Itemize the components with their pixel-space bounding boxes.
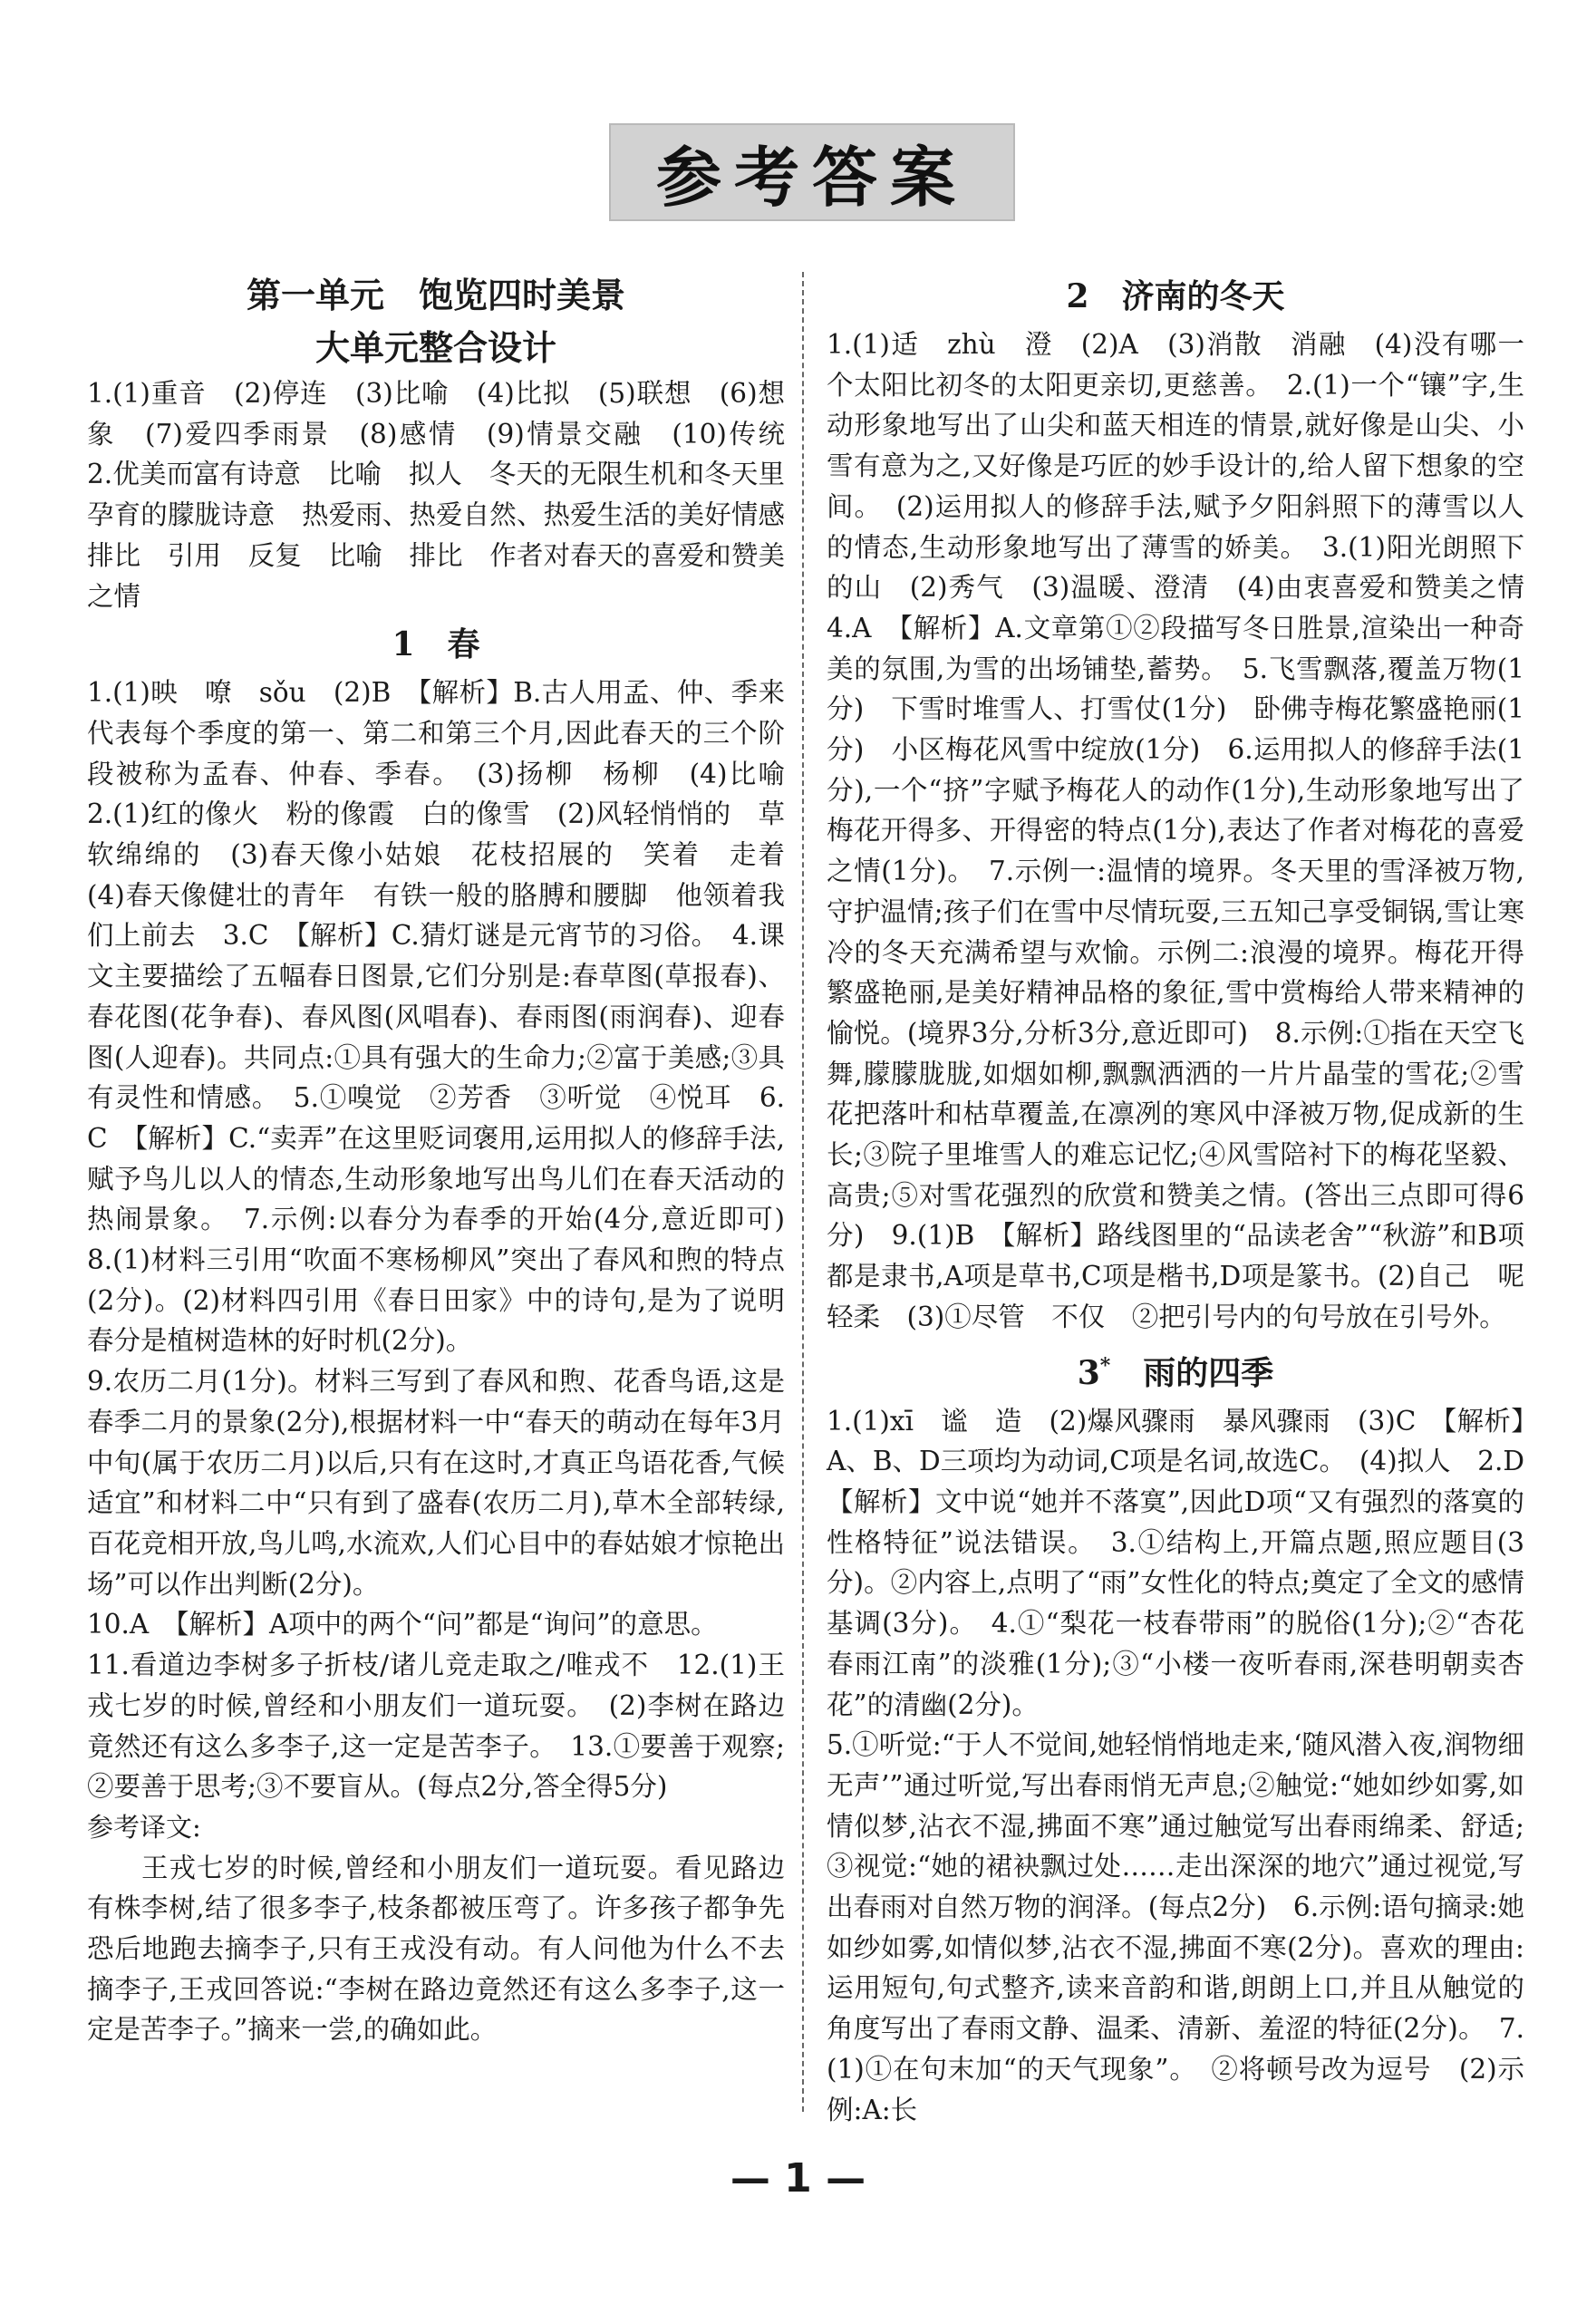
lesson-3-number: 3 [1077,1353,1100,1392]
translation-label: 参考译文: [87,1811,201,1843]
left-column [87,268,812,2050]
lesson-1-answers-q9: 9.农历二月(1分)。材料三写到了春风和煦、花香鸟语,这是春季二月的景象(2分),根据材料一中“春天的萌动在每年3月中旬(属于农历二月)以后,只有在这时,才真正鸟语花香,气候适宜”和材料二中“只有到了盛春(农历二月),草木全部转绿,百花竞相开放,鸟儿鸣,水流欢,人们心目中的春姑娘才惊艳出场”可以作出判断(2分)。 [87,1366,785,1600]
right-column [827,268,1552,2130]
lesson-1-answers: 1.(1)映 嘹 sǒu (2)B 【解析】B.古人用孟、仲、季来代表每个季度的第一、第二和第三个月,因此春天的三个阶段被称为孟春、仲春、季春。 (3)扬柳 杨柳 (4)比喻 2.(1)红的像火 粉的像霞 白的像雪 (2)风轻悄悄的 草软绵绵的 (3)春天像小姑娘 花枝招展的 笑着 走着 (4)春天像健壮的青年 有铁一般的胳膊和腰脚 他领着我们上前去 3.C 【解析】C.猜灯谜是元宵节的习俗。 4.课文主要描绘了五幅春日图景,它们分别是:春草图(草报春)、春花图(花争春)、春风图(风唱春)、春雨图(雨润春)、迎春图(人迎春)。共同点:①具有强大的生命力;②富于美感;③具有灵性和情感。 5.①嗅觉 ②芳香 ③听觉 ④悦耳 6.C 【解析】C.“卖弄”在这里贬词褒用,运用拟人的修辞手法,赋予鸟儿以人的情态,生动形象地写出鸟儿们在春天活动的热闹景象。 7.示例:以春分为春季的开始(4分,意近即可) 8.(1)材料三引用“吹面不寒杨柳风”突出了春风和煦的特点(2分)。(2)材料四引用《春日田家》中的诗句,是为了说明春分是植树造林的好时机(2分)。 [87,677,812,1357]
column-divider [802,272,804,2112]
lesson-1-answers-q10: 10.A 【解析】A项中的两个“问”都是“询问”的意思。 [87,1609,718,1640]
lesson-3-mark: * [1099,1353,1111,1378]
lesson-2-title: 2 济南的冬天 [1066,277,1285,315]
unit-title: 第一单元 饱览四时美景 [246,275,625,315]
unit-subtitle: 大单元整合设计 [314,327,556,368]
lesson-3-title [827,1338,1524,1401]
translation-text: 王戎七岁的时候,曾经和小朋友们一道玩耍。看见路边有株李树,结了很多李子,枝条都被压弯了。许多孩子都争先恐后地跑去摘李子,只有王戎没有动。有人问他为什么不去摘李子,王戎回答说:“李树在路边竟然还有这么多李子,这一定是苦李子。”摘来一尝,的确如此。 [87,1852,785,2046]
lesson-3-answers: 1.(1)xī 谧 造 (2)爆风骤雨 暴风骤雨 (3)C 【解析】A、B、D三项均为动词,C项是名词,故选C。 (4)拟人 2.D 【解析】文中说“她并不落寞”,因此D项“又有强烈的落寞的性格特征”说法错误。 3.①结构上,开篇点题,照应题目(3分)。②内容上,点明了“雨”女性化的特点;奠定了全文的感情基调(3分)。 4.①“梨花一枝春带雨”的脱俗(1分);②“杏花春雨江南”的淡雅(1分);③“小楼一夜听春雨,深巷明朝卖杏花”的清幽(2分)。 [827,1405,1552,1720]
banner-title: 参考答案 [609,123,1015,221]
lesson-3-answers-q5: 5.①听觉:“于人不觉间,她轻悄悄地走来,‘随风潜入夜,润物细无声’”通过听觉,写出春雨悄无声息;②触觉:“她如纱如雾,如情似梦,沾衣不湿,拂面不寒”通过触觉写出春雨绵柔、舒适;③视觉:“她的裙袂飘过处……走出深深的地穴”通过视觉,写出春雨对自然万物的润泽。(每点2分) 6.示例:语句摘录:她如纱如雾,如情似梦,沾衣不湿,拂面不寒(2分)。喜欢的理由:运用短句,句式整齐,读来音韵和谐,朗朗上口,并且从触觉的角度写出了春雨文静、温柔、清新、羞涩的特征(2分)。 7.(1)①在句末加“的天气现象”。 ②将顿号改为逗号 (2)示例:A:长 [827,1729,1524,2125]
lesson-3-title-text: 雨的四季 [1110,1353,1274,1392]
lesson-1-title: 1 春 [392,625,480,664]
lesson-1-answers-q11: 11.看道边李树多子折枝/诸儿竞走取之/唯戎不 12.(1)王戎七岁的时候,曾经和小朋友们一道玩耍。 (2)李树在路边竟然还有这么多李子,这一定是苦李子。 13.①要善于观察;②要善于思考;③不要盲从。(每点2分,答全得5分) [87,1650,785,1803]
lesson-2-answers: 1.(1)适 zhù 澄 (2)A (3)消散 消融 (4)没有哪一个太阳比初冬的太阳更亲切,更慈善。 2.(1)一个“镶”字,生动形象地写出了山尖和蓝天相连的情景,就好像是山尖、小雪有意为之,又好像是巧匠的妙手设计的,给人留下想象的空间。 (2)运用拟人的修辞手法,赋予夕阳斜照下的薄雪以人的情态,生动形象地写出了薄雪的娇美。 3.(1)阳光朗照下的山 (2)秀气 (3)温暖、澄清 (4)由衷喜爱和赞美之情 4.A 【解析】A.文章第①②段描写冬日胜景,渲染出一种奇美的氛围,为雪的出场铺垫,蓄势。 5.飞雪飘落,覆盖万物(1分) 下雪时堆雪人、打雪仗(1分) 卧佛寺梅花繁盛艳丽(1分) 小区梅花风雪中绽放(1分) 6.运用拟人的修辞手法(1分),一个“挤”字赋予梅花人的动作(1分),生动形象地写出了梅花开得多、开得密的特点(1分),表达了作者对梅花的喜爱之情(1分)。 7.示例一:温情的境界。冬天里的雪泽被万物,守护温情;孩子们在雪中尽情玩耍,三五知己享受铜锅,雪让寒冷的冬天充满希望与欢愉。示例二:浪漫的境界。梅花开得繁盛艳丽,是美好精神品格的象征,雪中赏梅给人带来精神的愉悦。(境界3分,分析3分,意近即可) 8.示例:①指在天空飞舞,朦朦胧胧,如烟如柳,飘飘洒洒的一片片晶莹的雪花;②雪花把落叶和枯草覆盖,在凛冽的寒风中泽被万物,促成新的生长;③院子里堆雪人的难忘记忆;④风雪陪衬下的梅花坚毅、高贵;⑤对雪花强烈的欣赏和赞美之情。(答出三点即可得6分) 9.(1)B 【解析】路线图里的“品读老舍”“秋游”和B项都是隶书,A项是草书,C项是楷书,D项是篆书。(2)自己 呢 轻柔 (3)①尽管 不仅 ②把引号内的句号放在引号外。 [827,329,1552,1332]
unit-answers: 1.(1)重音 (2)停连 (3)比喻 (4)比拟 (5)联想 (6)想象 (7)爱四季雨景 (8)感情 (9)情景交融 (10)传统 2.优美而富有诗意 比喻 拟人 冬天的无限生机和冬天里孕育的朦胧诗意 热爱雨、热爱自然、热爱生活的美好情感 排比 引用 反复 比喻 排比 作者对春天的喜爱和赞美之情 [87,378,812,612]
page-number: — 1 — [730,2155,866,2202]
